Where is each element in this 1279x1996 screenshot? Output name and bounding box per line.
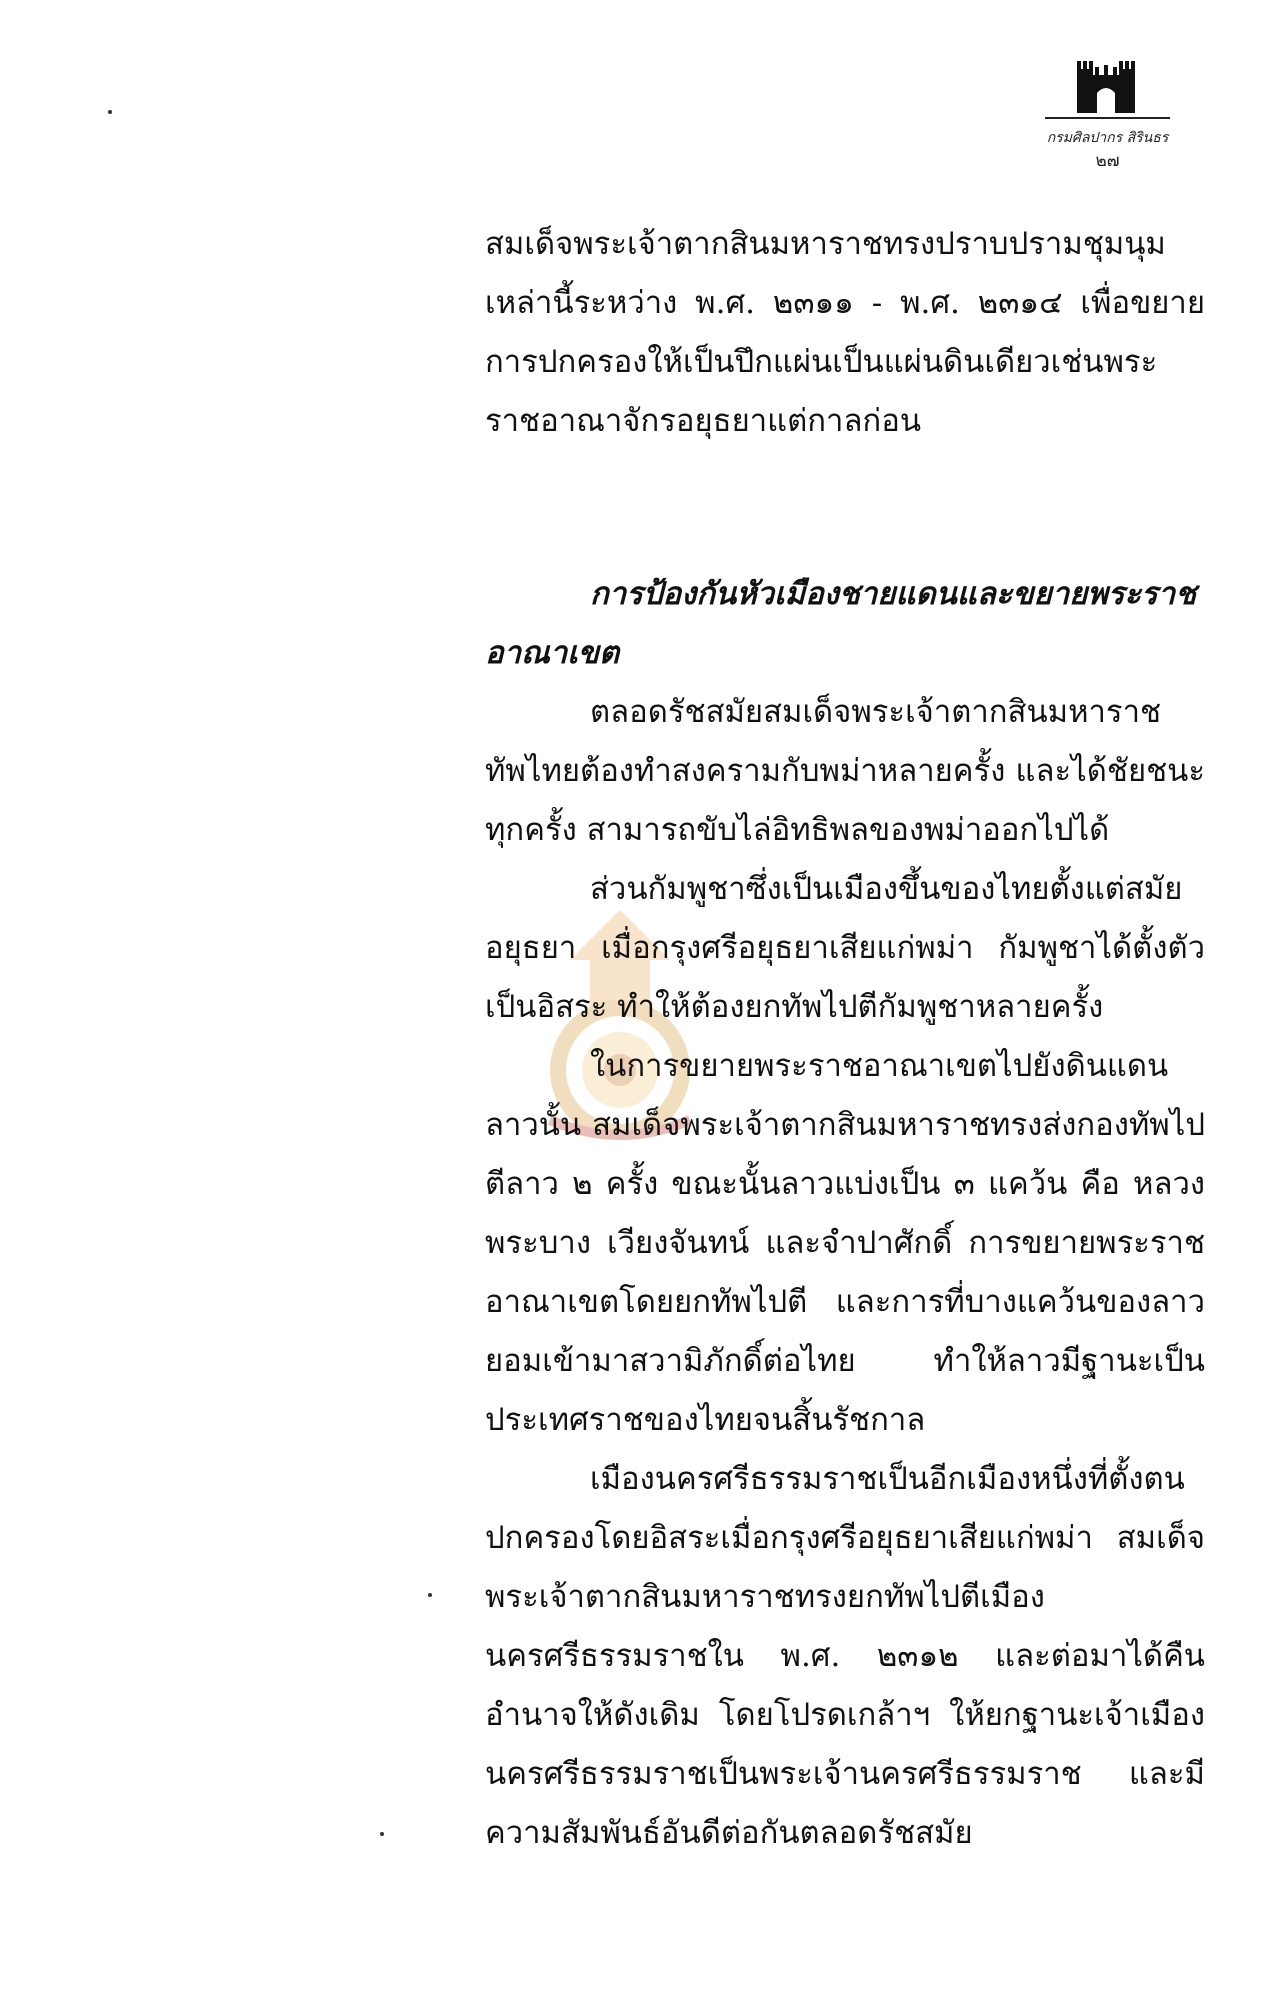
section-heading: การป้องกันหัวเมืองชายแดนและขยายพระราชอาณาเขต xyxy=(485,576,1197,671)
logo-caption: กรมศิลปากร สิรินธร xyxy=(1046,130,1169,146)
body-text-column xyxy=(485,215,1205,1863)
header-logo-block xyxy=(1040,55,1170,171)
page-number: ๒๗ xyxy=(1095,151,1120,171)
scan-speck xyxy=(108,110,112,114)
castle-gate-icon xyxy=(1075,55,1137,113)
section-spacer xyxy=(485,451,1205,565)
header-rule xyxy=(1045,117,1170,119)
paragraph-nakhon-si-thammarat: เมืองนครศรีธรรมราชเป็นอีกเมืองหนึ่งที่ตั้งตนปกครองโดยอิสระเมื่อกรุงศรีอยุธยาเสียแก่พม่า สมเด็จพระเจ้าตากสินมหาราชทรงยกทัพไปตีเมืองนครศรีธรรมราชใน พ.ศ. ๒๓๑๒ และต่อมาได้คืนอำนาจให้ดังเดิม โดยโปรดเกล้าฯ ให้ยกฐานะเจ้าเมืองนครศรีธรรมราชเป็นพระเจ้านครศรีธรรมราช และมีความสัมพันธ์อันดีต่อกันตลอดรัชสมัย xyxy=(485,1461,1205,1851)
paragraph-cambodia: ส่วนกัมพูชาซึ่งเป็นเมืองขึ้นของไทยตั้งแต่สมัยอยุธยา เมื่อกรุงศรีอยุธยาเสียแก่พม่า กัมพูชาได้ตั้งตัวเป็นอิสระ ทำให้ต้องยกทัพไปตีกัมพูชาหลายครั้ง xyxy=(485,871,1205,1025)
paragraph-laos: ในการขยายพระราชอาณาเขตไปยังดินแดนลาวนั้น สมเด็จพระเจ้าตากสินมหาราชทรงส่งกองทัพไปตีลาว ๒ ครั้ง ขณะนั้นลาวแบ่งเป็น ๓ แคว้น คือ หลวงพระบาง เวียงจันทน์ และจำปาศักดิ์ การขยายพระราชอาณาเขตโดยยกทัพไปตี และการที่บางแคว้นของลาวยอมเข้ามาสวามิภักดิ์ต่อไทย ทำให้ลาวมีฐานะเป็นประเทศราชของไทยจนสิ้นรัชกาล xyxy=(485,1048,1205,1438)
scan-speck xyxy=(380,1832,384,1836)
paragraph-suppression-of-factions: สมเด็จพระเจ้าตากสินมหาราชทรงปราบปรามชุมนุมเหล่านี้ระหว่าง พ.ศ. ๒๓๑๑ - พ.ศ. ๒๓๑๔ เพื่อขยายการปกครองให้เป็นปึกแผ่นเป็นแผ่นดินเดียวเช่นพระราชอาณาจักรอยุธยาแต่กาลก่อน xyxy=(485,226,1205,439)
paragraph-wars-with-burma: ตลอดรัชสมัยสมเด็จพระเจ้าตากสินมหาราช ทัพไทยต้องทำสงครามกับพม่าหลายครั้ง และได้ชัยชนะทุกครั้ง สามารถขับไล่อิทธิพลของพม่าออกไปได้ xyxy=(485,694,1205,848)
scan-speck xyxy=(428,1593,432,1597)
